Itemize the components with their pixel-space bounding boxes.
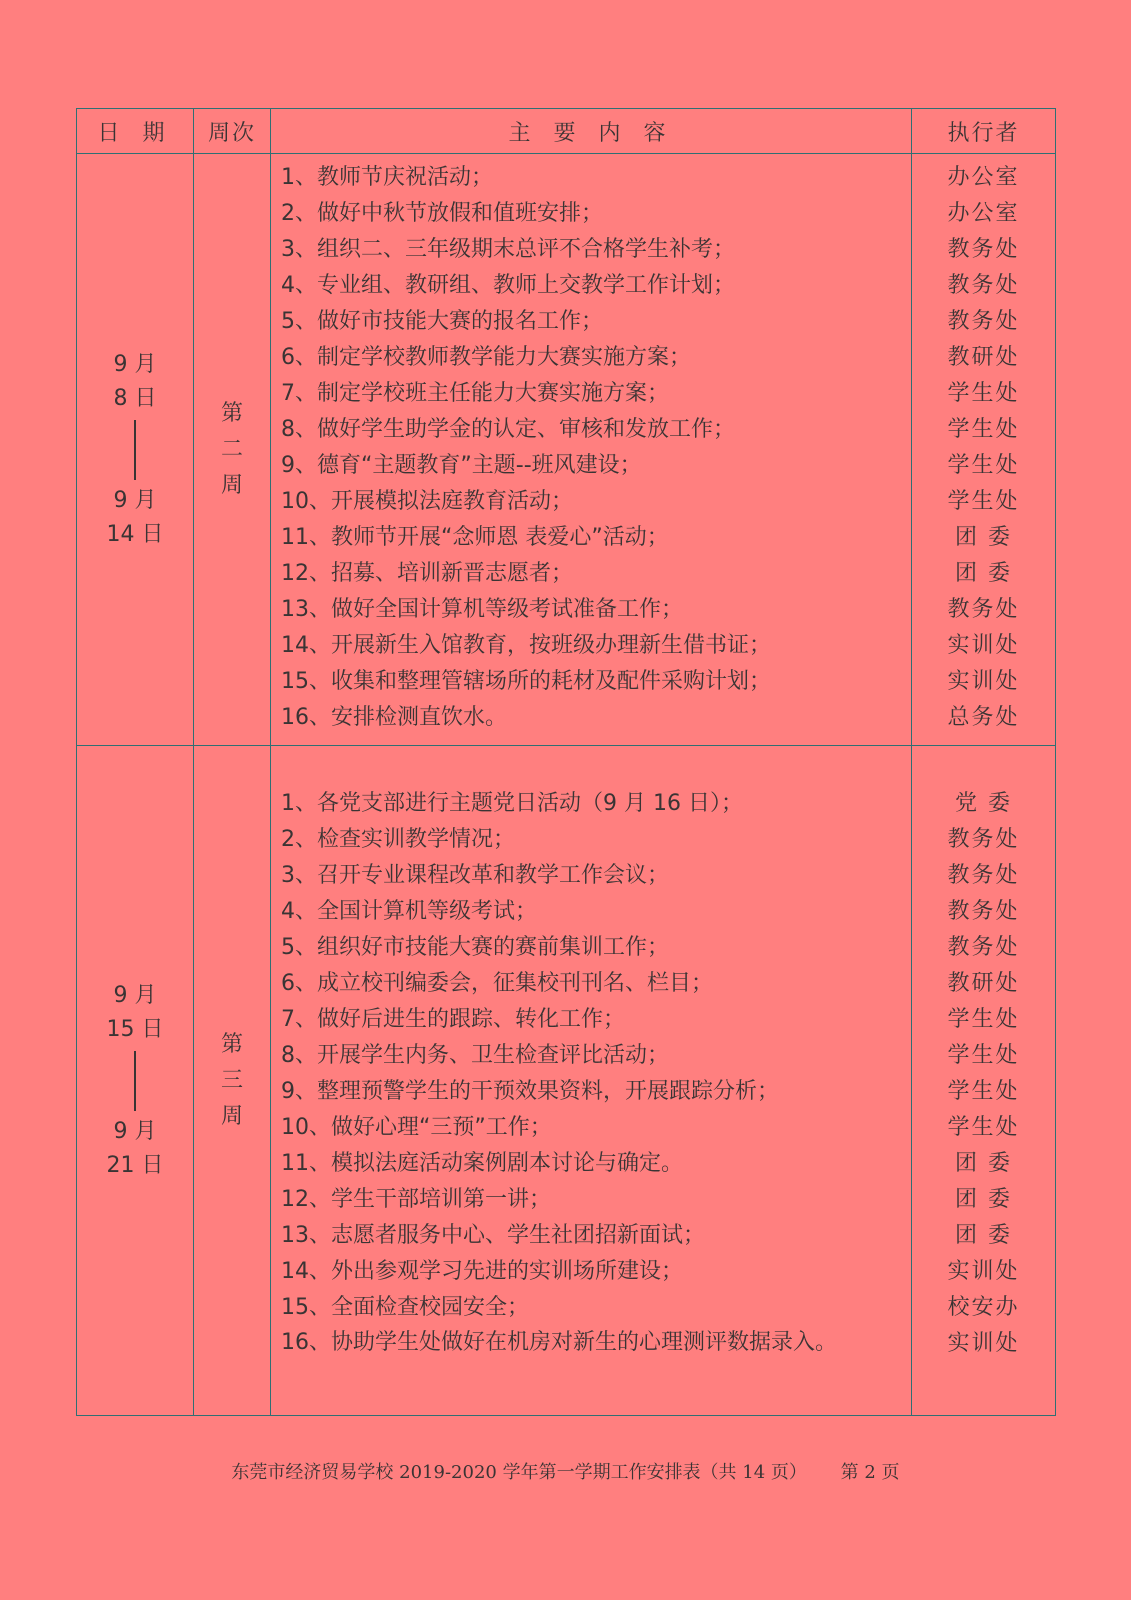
executor: 校安办 (947, 1295, 1020, 1320)
executor: 团 委 (955, 561, 1012, 586)
list-item: 11、模拟法庭活动案例剧本讨论与确定。 (281, 1151, 683, 1176)
date-range-bar (134, 420, 136, 480)
executor: 学生处 (947, 1079, 1020, 1104)
executor: 教研处 (947, 345, 1020, 370)
executor: 教务处 (947, 237, 1020, 262)
footer-title: 东莞市经济贸易学校 2019-2020 学年第一学期工作安排表（共 14 页） (231, 1462, 807, 1483)
executor: 学生处 (947, 1007, 1020, 1032)
list-item: 6、成立校刊编委会，征集校刊刊名、栏目； (281, 971, 713, 996)
list-item: 3、组织二、三年级期末总评不合格学生补考； (281, 237, 735, 262)
executor-list-week-3 (912, 746, 1056, 1416)
table-row-week-3 (77, 746, 1056, 1416)
week-char: 周 (220, 1103, 243, 1129)
week-char: 二 (220, 436, 243, 462)
list-item: 15、全面检查校园安全； (281, 1295, 529, 1320)
date-end-month: 9 月 (113, 1118, 157, 1144)
list-item: 2、检查实训教学情况； (281, 827, 515, 852)
date-start-month: 9 月 (113, 982, 157, 1008)
executor: 团 委 (955, 1151, 1012, 1176)
date-range-week-3 (77, 746, 194, 1416)
week-char: 第 (220, 1031, 243, 1057)
executor: 学生处 (947, 1043, 1020, 1068)
schedule-table (76, 108, 1056, 1416)
executor: 团 委 (955, 525, 1012, 550)
date-end-month: 9 月 (113, 487, 157, 513)
week-label-2 (194, 154, 271, 746)
list-item: 14、外出参观学习先进的实训场所建设； (281, 1259, 683, 1284)
header-content: 主 要 内 容 (271, 109, 912, 154)
week-label-3 (194, 746, 271, 1416)
table-row-week-2 (77, 154, 1056, 746)
spacer (281, 752, 903, 786)
date-start-day: 15 日 (106, 1016, 164, 1042)
list-item: 10、开展模拟法庭教育活动； (281, 489, 573, 514)
executor: 教务处 (947, 863, 1020, 888)
list-item: 3、召开专业课程改革和教学工作会议； (281, 863, 669, 888)
list-item: 4、专业组、教研组、教师上交教学工作计划； (281, 273, 735, 298)
list-item: 8、开展学生内务、卫生检查评比活动； (281, 1043, 669, 1068)
date-end-day: 21 日 (106, 1152, 164, 1178)
list-item: 16、协助学生处做好在机房对新生的心理测评数据录入。 (281, 1330, 837, 1355)
executor: 办公室 (947, 201, 1020, 226)
list-item: 8、做好学生助学金的认定、审核和发放工作； (281, 417, 735, 442)
executor: 教务处 (947, 899, 1020, 924)
executor: 总务处 (947, 705, 1020, 730)
executor: 实训处 (947, 1331, 1020, 1356)
list-item: 6、制定学校教师教学能力大赛实施方案； (281, 345, 691, 370)
header-week: 周次 (194, 109, 271, 154)
list-item: 1、教师节庆祝活动； (281, 165, 493, 190)
schedule-sheet (76, 108, 1055, 1416)
date-start-day: 8 日 (113, 385, 157, 411)
executor: 教务处 (947, 309, 1020, 334)
executor: 学生处 (947, 1115, 1020, 1140)
list-item: 7、做好后进生的跟踪、转化工作； (281, 1007, 625, 1032)
header-date: 日 期 (77, 109, 194, 154)
list-item: 9、整理预警学生的干预效果资料，开展跟踪分析； (281, 1079, 779, 1104)
executor: 学生处 (947, 453, 1020, 478)
executor: 实训处 (947, 1259, 1020, 1284)
date-end-day: 14 日 (106, 521, 164, 547)
date-start-month: 9 月 (113, 351, 157, 377)
list-item: 10、做好心理“三预”工作； (281, 1115, 552, 1140)
page-footer (0, 1458, 1131, 1484)
date-range-week-2 (77, 154, 194, 746)
list-item: 9、德育“主题教育”主题--班风建设； (281, 453, 642, 478)
footer-page-number: 第 2 页 (840, 1462, 900, 1483)
list-item: 13、志愿者服务中心、学生社团招新面试； (281, 1223, 705, 1248)
executor: 教务处 (947, 597, 1020, 622)
executor: 教务处 (947, 827, 1020, 852)
week-char: 三 (220, 1067, 243, 1093)
executor: 教务处 (947, 273, 1020, 298)
list-item: 1、各党支部进行主题党日活动（9 月 16 日）； (281, 791, 743, 816)
list-item: 4、全国计算机等级考试； (281, 899, 537, 924)
date-range-bar (134, 1051, 136, 1111)
executor: 教务处 (947, 935, 1020, 960)
executor: 实训处 (947, 669, 1020, 694)
week-char: 周 (220, 472, 243, 498)
list-item: 16、安排检测直饮水。 (281, 705, 507, 730)
spacer (912, 752, 1055, 786)
content-list-week-2 (271, 154, 912, 746)
list-item: 14、开展新生入馆教育，按班级办理新生借书证； (281, 633, 771, 658)
executor-list-week-2 (912, 154, 1056, 746)
executor: 办公室 (947, 165, 1020, 190)
executor: 学生处 (947, 489, 1020, 514)
executor: 团 委 (955, 1223, 1012, 1248)
executor: 团 委 (955, 1187, 1012, 1212)
week-char: 第 (220, 400, 243, 426)
list-item: 12、学生干部培训第一讲； (281, 1187, 551, 1212)
executor: 学生处 (947, 417, 1020, 442)
list-item: 5、做好市技能大赛的报名工作； (281, 309, 603, 334)
list-item: 15、收集和整理管辖场所的耗材及配件采购计划； (281, 669, 771, 694)
executor: 学生处 (947, 381, 1020, 406)
list-item: 7、制定学校班主任能力大赛实施方案； (281, 381, 669, 406)
executor: 教研处 (947, 971, 1020, 996)
list-item: 11、教师节开展“念师恩 表爱心”活动； (281, 525, 669, 550)
table-header-row (77, 109, 1056, 154)
list-item: 5、组织好市技能大赛的赛前集训工作； (281, 935, 669, 960)
list-item: 12、招募、培训新晋志愿者； (281, 561, 573, 586)
list-item: 13、做好全国计算机等级考试准备工作； (281, 597, 683, 622)
list-item: 2、做好中秋节放假和值班安排； (281, 201, 603, 226)
executor: 实训处 (947, 633, 1020, 658)
header-executor: 执行者 (912, 109, 1056, 154)
executor: 党 委 (955, 791, 1012, 816)
content-list-week-3 (271, 746, 912, 1416)
